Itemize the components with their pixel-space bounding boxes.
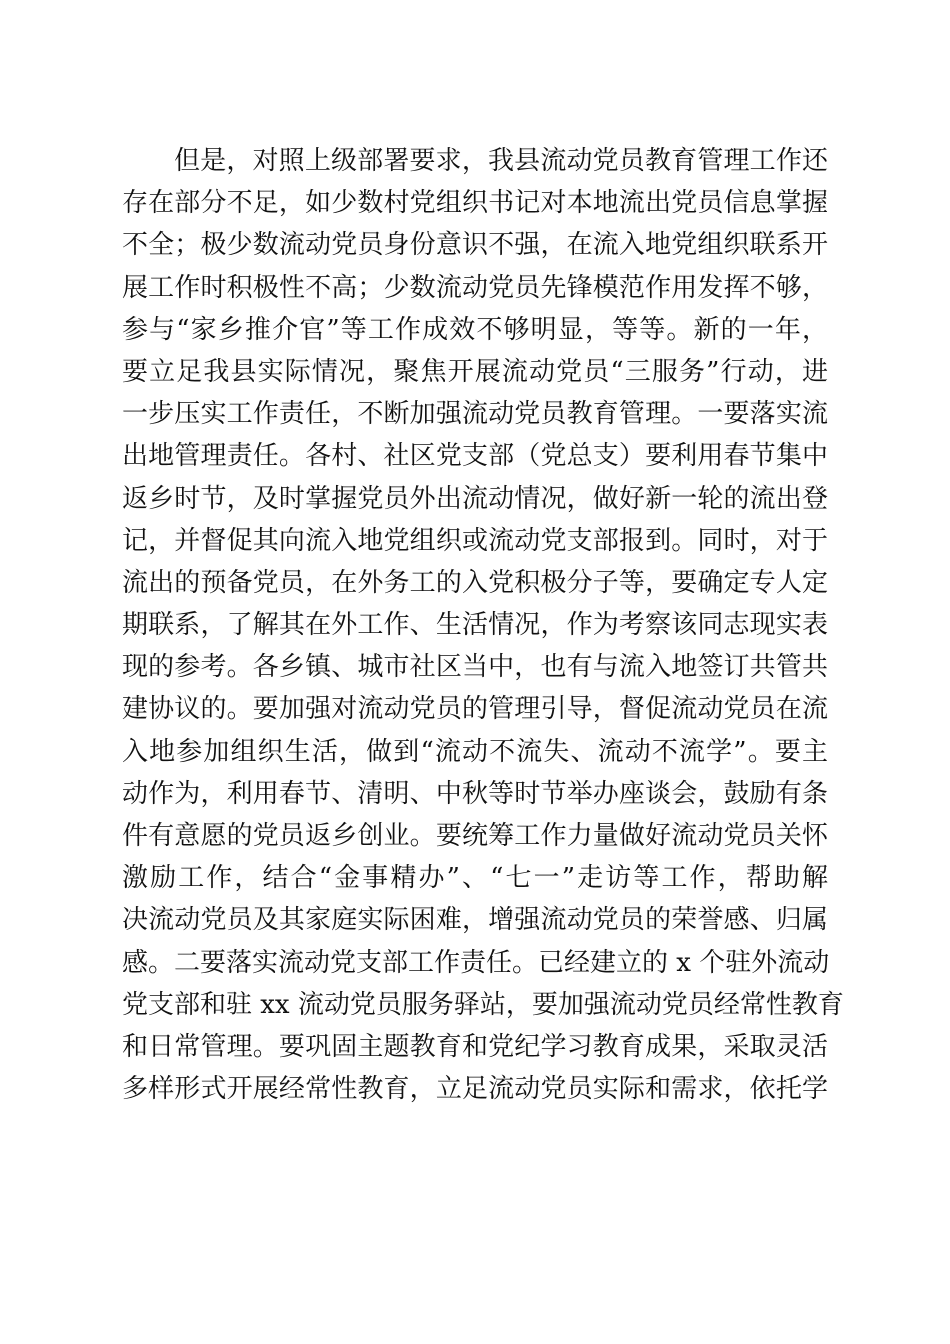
text-line: 现的参考。各乡镇、城市社区当中，也有与流入地签订共管共 [122,652,828,683]
text-line: 出地管理责任。各村、社区党支部（党总支）要利用春节集中 [122,441,828,472]
text-line: 要立足我县实际情况，聚焦开展流动党员“三服务”行动，进 [122,356,828,387]
text-line: 感。二要落实流动党支部工作责任。已经建立的 x 个驻外流动 [122,947,830,978]
text-line: 存在部分不足，如少数村党组织书记对本地流出党员信息掌握 [122,188,828,219]
text-line: 返乡时节，及时掌握党员外出流动情况，做好新一轮的流出登 [122,483,828,514]
text-line: 入地参加组织生活，做到“流动不流失、流动不流学”。要主 [122,736,828,767]
text-line: 决流动党员及其家庭实际困难，增强流动党员的荣誉感、归属 [122,905,828,936]
text-line: 建协议的。要加强对流动党员的管理引导，督促流动党员在流 [122,694,828,725]
text-line: 流出的预备党员，在外务工的入党积极分子等，要确定专人定 [122,567,828,598]
text-line: 一步压实工作责任，不断加强流动党员教育管理。一要落实流 [122,399,828,430]
text-line: 激励工作，结合“金事精办”、“七一”走访等工作，帮助解 [122,863,828,894]
text-line: 动作为，利用春节、清明、中秋等时节举办座谈会，鼓励有条 [122,778,828,809]
text-line: 记，并督促其向流入地党组织或流动党支部报到。同时，对于 [122,525,828,556]
text-line: 多样形式开展经常性教育，立足流动党员实际和需求，依托学 [122,1074,828,1105]
text-line: 件有意愿的党员返乡创业。要统筹工作力量做好流动党员关怀 [122,821,828,851]
text-line: 展工作时积极性不高；少数流动党员先锋模范作用发挥不够， [122,272,828,303]
text-line: 参与“家乡推介官”等工作成效不够明显，等等。新的一年， [122,314,828,345]
text-line: 不全；极少数流动党员身份意识不强，在流入地党组织联系开 [122,230,828,261]
text-line: 党支部和驻 xx 流动党员服务驿站，要加强流动党员经常性教育 [122,989,844,1020]
text-line: 期联系，了解其在外工作、生活情况，作为考察该同志现实表 [122,610,828,641]
text-line: 和日常管理。要巩固主题教育和党纪学习教育成果，采取灵活 [122,1031,828,1062]
body-paragraph [122,140,844,1110]
text-line: 但是，对照上级部署要求，我县流动党员教育管理工作还 [174,146,828,176]
